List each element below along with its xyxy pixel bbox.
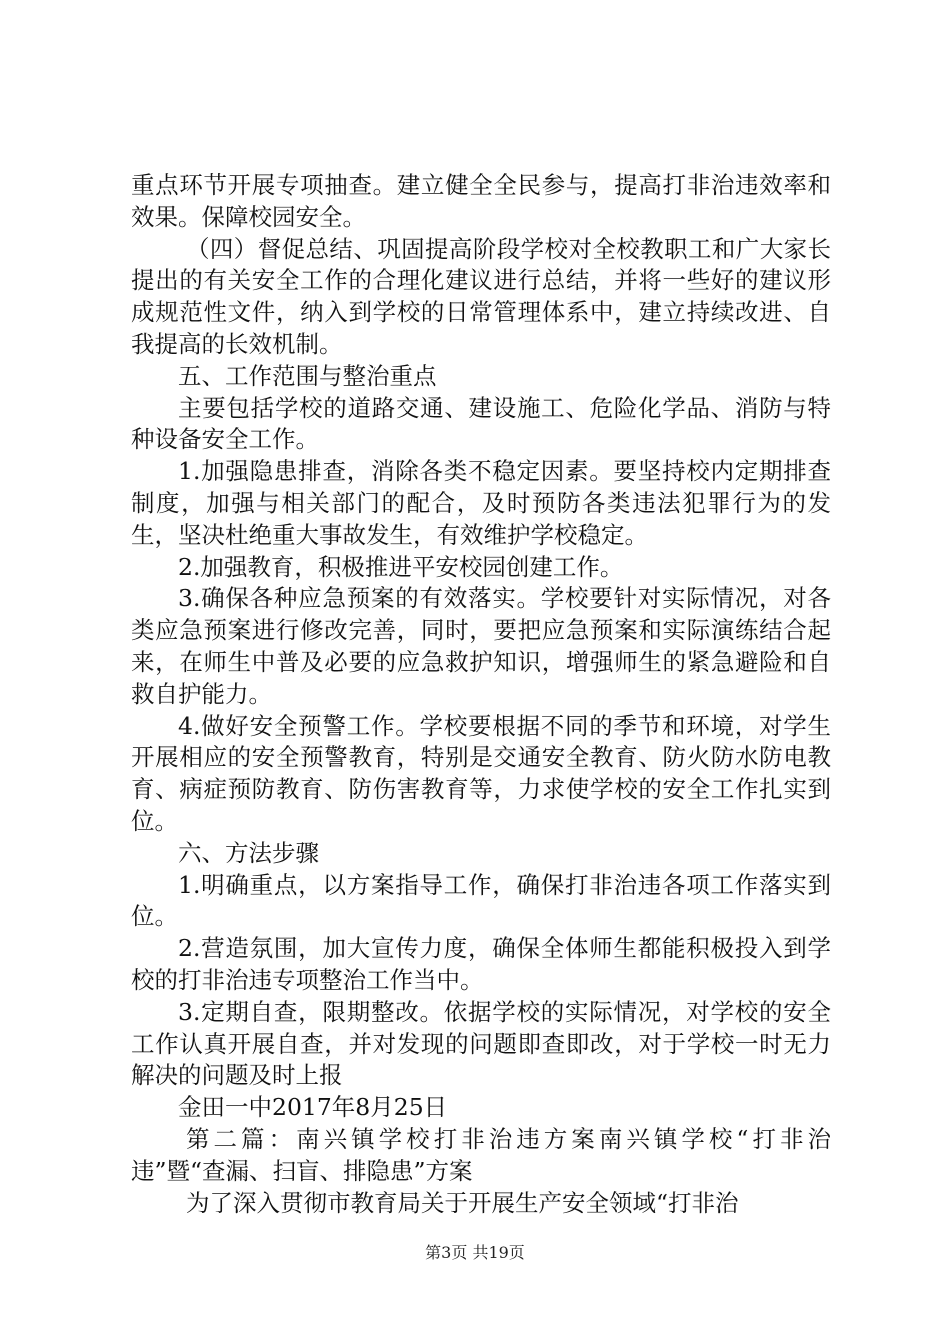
paragraph: 为了深入贯彻市教育局关于开展生产安全领域“打非治 [186,1188,739,1217]
paragraph: 主要包括学校的道路交通、建设施工、危险化学品、消防与特种设备安全工作。 [131,393,831,454]
page-number-footer: 第3页 共19页 [425,1243,525,1262]
list-item: 1.加强隐患排查，消除各类不稳定因素。要坚持校内定期排查制度，加强与相关部门的配合，及时预防各类违法犯罪行为的发生，坚决杜绝重大事故发生，有效维护学校稳定。 [131,457,831,549]
section-heading: 六、方法步骤 [178,838,319,867]
list-item: 3.定期自查，限期整改。依据学校的实际情况，对学校的安全工作认真开展自查，并对发现的问题即查即改，对于学校一时无力解决的问题及时上报 [131,997,831,1090]
list-item: 4.做好安全预警工作。学校要根据不同的季节和环境，对学生开展相应的安全预警教育，特别是交通安全教育、防火防水防电教育、病症预防教育、防伤害教育等，力求使学校的安全工作扎实到位。 [131,711,831,835]
document-body [131,170,831,1219]
list-item: 2.加强教育，积极推进平安校园创建工作。 [178,552,624,581]
section-heading: 五、工作范围与整治重点 [178,361,437,390]
paragraph: 重点环节开展专项抽查。建立健全全民参与，提高打非治违效率和效果。保障校园安全。 [131,171,831,231]
signature-date: 金田一中2017年8月25日 [178,1093,448,1122]
paragraph: （四）督促总结、巩固提高阶段学校对全校教职工和广大家长提出的有关安全工作的合理化建议进行总结，并将一些好的建议形成规范性文件，纳入到学校的日常管理体系中，建立持续改进、自我提高的长效机制。 [131,234,831,358]
list-item: 3.确保各种应急预案的有效落实。学校要针对实际情况，对各类应急预案进行修改完善，同时，要把应急预案和实际演练结合起来，在师生中普及必要的应急救护知识，增强师生的紧急避险和自救自护能力。 [131,584,831,708]
list-item: 2.营造氛围，加大宣传力度，确保全体师生都能积极投入到学校的打非治违专项整治工作当中。 [131,934,831,994]
list-item: 1.明确重点，以方案指导工作，确保打非治违各项工作落实到位。 [131,870,831,931]
chapter-title: 第二篇：南兴镇学校打非治违方案南兴镇学校“打非治违”暨“查漏、扫盲、排隐患”方案 [131,1124,831,1185]
